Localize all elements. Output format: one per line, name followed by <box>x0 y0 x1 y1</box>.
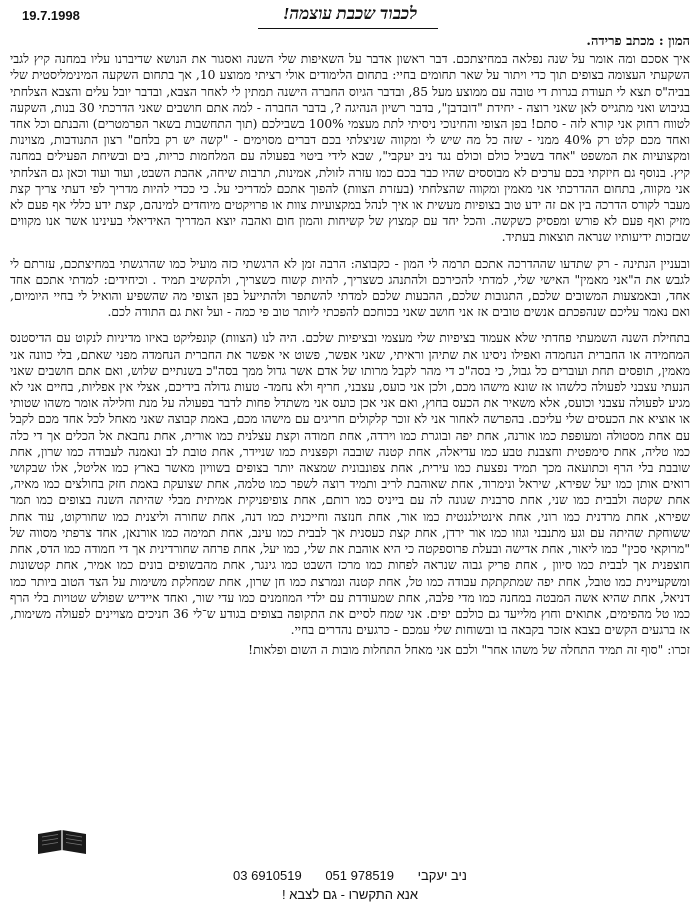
letter-body <box>10 34 690 663</box>
paragraph-giving: ובעניין הנתינה - רק שתדעו שההדרכה אתכם תרמה לי המון - כקבוצה: הרבה זמן לא הרגשתי כזה מועיל כמו שהרגשתי במחיצתכם, עזרתם לי לגבש את ה"אני מאמין" האישי שלי, למדתי להכירכם ולהתנהג כשצריך, להיות קשוח כשצריך, ולהקשיב תמיד . וכיחידים: למדתי אתכם אחד אחד, ובאמצעות המשובים שלכם, התגובות שלכם, ההבעות שלכם למדתי להשתפר ולהתייעל בפן הצופי מה שהשפיע והואיל לי בחיי היומיום, ואם נאמר עליכם שנהפכתם אנשים טובים אז אני חושב שאני בכוחכם להפכתי ליותר טוב פי כמה - ועל זאת גם התודה לכם. <box>10 256 690 320</box>
signature-tagline: אנא התקשרו - גם לצבא ! <box>281 887 419 902</box>
book-icon <box>36 826 88 858</box>
signature-contact-line <box>0 868 700 883</box>
signature-block <box>0 868 700 902</box>
letter-date: 19.7.1998 <box>22 8 80 23</box>
paragraph-campers: בתחילת השנה השמעתי פחדתי שלא אעמוד בציפיות שלי מעצמי ובציפיות שלכם. היה לנו (הצוות) קונפליקט באיזו מדיניות לנקוט עם הדיסטנס המחמידה או החברית הנחמדה ואפילו ניסינו את שתיהן וראיתי, שאני אפשר, פשוט אי אפשר את החברית הנחמדה מפני שאתם, בלי כוונה אני מאמין, תופסים תחת ועוברים כל גבול, כי בסה"כ די מהר לקבל מרותו של אדם אשר גדול ממך בסה"כ בשנתיים שלוש, ואם אתם חושבים שאני הנעתי עצבני לפעולה כלשהו אז שונא מישהו מכם, ולכן אני כועס, עצבני, חריף ולא נחמד- טעות גדולה בידיכם, אצלי אין אפליות, בחיים אני לא מגיע לפעולה עצבני וכועס, אלא משאיר את הכעס בחוץ, ואם אני אכן כועס אני משתדל פחות לדבר בפעולה על מנת וחלילה אומר משהו שטותי או אוציא את הכעסים שלי עליכם. בהפרשה לאחור אני לא זוכר קלקולים חריגים עם מישהו מכם, באמת קבוצה שאני מאחל לכל אחד מכם לקבל עם אחת מסטולה ומעופפת כמו אורנה, אחת יפה ובוגרת כמו וירדה, אחת חמודה וקצת עצלנית כמו אורית, אחת נחבאת אל הכלים אך די כלה כמו טליה, אחת סימפטית וחצבנת טבע כמו עדיאלה, אחת קטנה שובבה וקפצנית כמו שניידר, אחת טובת לב ונאמנה לעבודה כמו שרון, אחת שובבת בלי הרף וכתועאה מכך תמיד נפצעת כמו עירית, אחת צפונבונית שמצאה יותר בצופים בשוויון מאשר בארץ כמו אליטל, אלו שבקושי רואים אותן כמו יעל שפירא, שיראל ונימרוד, אחת שאוהבת לריב ותמיד רוצה לשפר כמו טלמה, אחת שצועקת באמת חזק בחולצים כמו מאיה, אחת שקטה ולבבית כמו שני, אחת סרבנית שגונה לה עם בייניס כמו רותם, אחת צופיפניקית אמיתית מבלי שהיתה השנה בצופים כמו תמר שפירא, אחת מרדנית כמו רוני, אחת אינטילגנטית כמו אור, אחת חנזצה וחייכנית כמו דנה, אחת שחורה וליצנית כמו שחורקוט, עוד אחת ששוחקת שהיתה עם וגע מתנבני וגוזו כמו אור ירדן, אחת קצת כעסנית אך לבבית כמו עינב, אחת תמימה כמו אורנאן, אחד צרפתי מסווה של "מרוקאי סכין" כמו ליאור, אחת אדישה ובעלת פרוספקטה כי היא אוהבת את שלי, כמו יעל, אחת פרחה שחורדינית אך די חמודה כמו הדס, אחת חוצפנית אך לבבית כמו סיוון , אחת פריק גבוה שנראה לפחות כמו מרכז השבט כמו גינגר, אחת מהבשופים בונים כמו אמיר, אחת קטשונות ומשקעיינית כמו טובל, אחת יפה שמתקתקת עבודה כמו טל, אחת קטנה ונמרצת כמו חן שרון, אחת שמחלקת משימות על הצד הטוב ביותר כמו דניאל, אחת שהיא אשה המבטה במחנה כמו מדי פלבה, אחת שמעודדת עם ילדי המוזמנים כמו עדי שור, ואחד איידיש שפולש שטויות בלי הרף כמו טל מהפימים, אתואים וחוץ מלייעד גם כולכם יפים. אני שמח לסיים את התקופה בצופים בגודע ש־לי 36 חניכים מצויינים לפעולה משימות, אז ברגעים הקשים בצבא אזכר בקבאה בו ובשוחות שלי עמכם - כרגעים נהדרים בחיי. <box>10 331 690 638</box>
letter-title: לכבוד שכבת עוצמה! <box>282 4 418 23</box>
title-underline <box>258 28 438 29</box>
closing-line: זכרו: "סוף זה תמיד התחלה של משהו אחר" ולכם אני מאחל התחלות מובות ה השום ופלאות! <box>248 643 690 658</box>
signature-name: ניב יעקבי <box>417 868 467 883</box>
phone-home: 03 6910519 <box>233 868 302 883</box>
paragraph-achievements: איך אסכם ומה אומר על שנה נפלאה במחיצתכם. דבר ראשון אדבר על השאיפות שלי השנה ואסגור את הנושא שדיברנו עליו במחנה קיץ לגבי השקעתי העצומה בצופים תוך כדי ויתור על שאר תחומים בחיי: בתחום הלימודים אולי רציתי ממוצע 10, אך בתחום השקעה המינימליסטית שלי בביה"ס תצא לי תעודת בגרות די טובה עם ממוצע מעל 85, ובדבר הגיוס החברה הישנה תמתין לי לאחר הצבא, ובדבר יובל עלים והצבא הצלחתי בגיבוש ואני מתגייס לאן שאני רוצה - יחידת "דובדבן", בדבר רשיון הנהיגה ?, בדבר החברה - למה אתם חושבים שאני הדרכתי 30 בנות, השקעה לטווח רחוק אני קורא לזה - סתם! בפן הצופי והחינוכי ניסיתי לתת מעצמי 100% בשבילכם (תוך התחשבות בשאר הפרמטרים) והבנתם וכל אחד ואחד מכם קלט רק 40% ממני - שזה כל מה שיש לי ומקווה שניצלתי בכם דברים מסוימים - "קשה יש רק בלחם" רצון התנודבות, מצוינות ומקצועיות את המשפט "אחד בשביל כולם וכולם נגד ניב יעקבי", שבא לידי ביטוי בפעולה עם המלחמות כריות, בים ובשיחת הפעילים במחנה קיץ. בנוסף גם חיזקתי בכם ערכים לא מבוססים שהיו כבר בכם כמו עזרה לזולת, אמינות, תרבות שיחה, אהבת השבט, ועוד ועוד וכאן גם הצלחתי אני מקווה, בתחום ההדרכתי אני מאמין ומקווה שהצלחתי (בעזרת הצוות) להפוך אתכם למדריכי על. כי ככדי להיות מדריך לפי דעתי צריך קצת מעבר לקורס הדרכה בין אם זה ידע טוב בצופיות מעשית או איך לנהל במקצועיות צוות או פרויקטים מיוחדים למינהם, קצת ידע כללי אף פעם לא מזיק ואף פעם לא פורש ומפסיק כשקשה. והכל יחד עם קמצוץ של קשיחות והמון חום ואהבה יוצא המדריך האידיאלי בעינינו אשר אנו מקווים שבזכות ידיעותיו שנראה תוצאות בעתיד. <box>10 52 691 245</box>
greeting-line: המון : מכתב פרידה. <box>586 34 690 49</box>
phone-mobile: 051 978519 <box>325 868 395 883</box>
